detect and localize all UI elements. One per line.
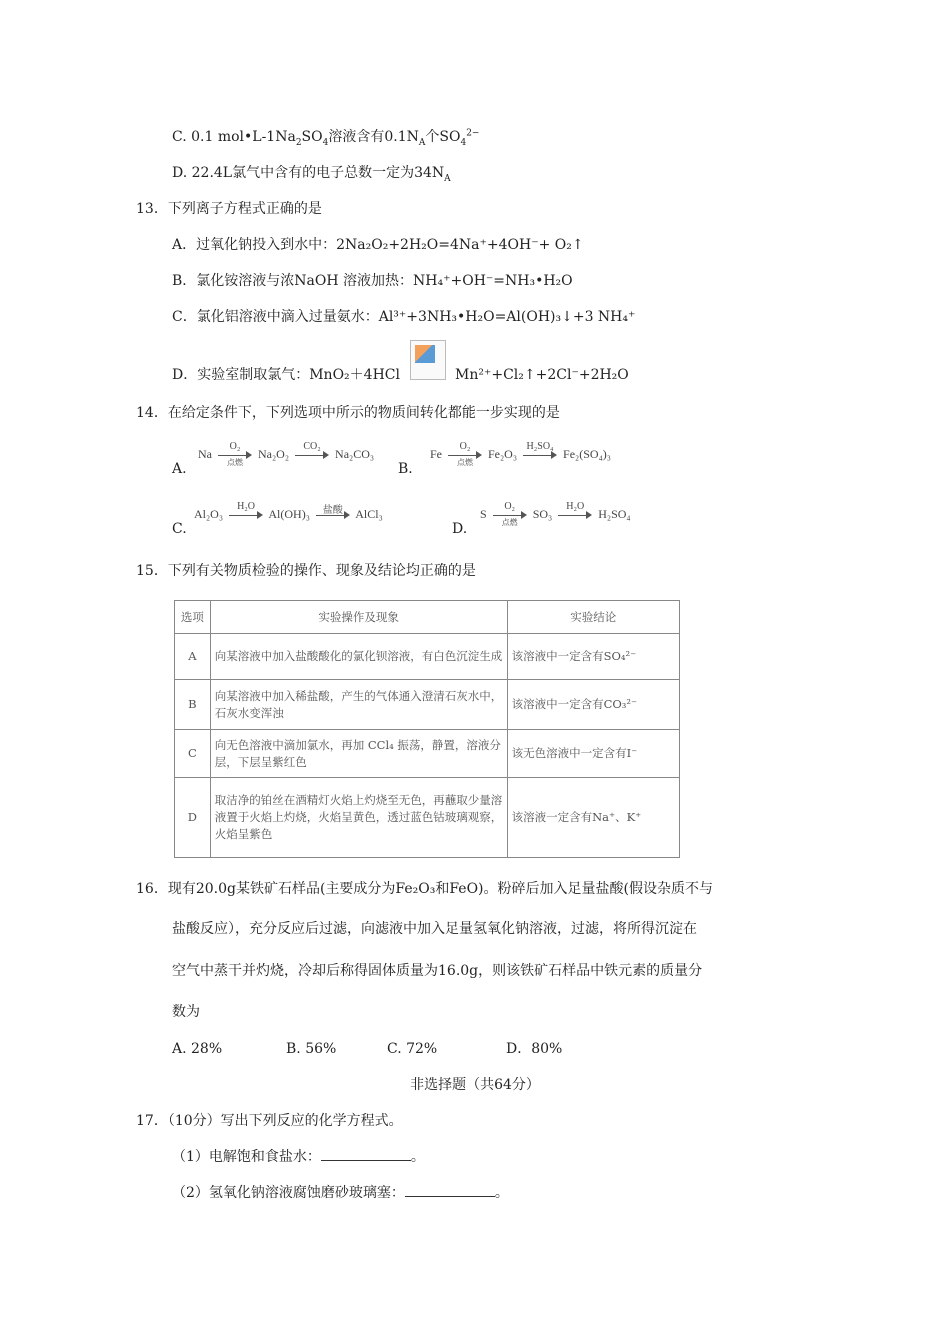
- table-cell: C: [175, 730, 211, 778]
- reaction-arrow-icon: H₂O: [558, 504, 592, 526]
- q17-stem: 17．（10分）写出下列反应的化学方程式。: [136, 1113, 403, 1129]
- q14-scheme-b: [430, 441, 611, 467]
- table-cell: B: [175, 680, 211, 730]
- species: H₂SO₄: [598, 506, 631, 521]
- section-title: 非选择题（共64分）: [410, 1077, 540, 1093]
- q16-line-1: 16．现有20.0g某铁矿石样品(主要成分为Fe₂O₃和FeO)。粉碎后加入足量盐酸(假设杂质不与: [136, 881, 713, 897]
- species: Fe: [430, 446, 442, 461]
- q14-scheme-c: [194, 501, 383, 526]
- q16-line-4: 数为: [172, 1004, 200, 1020]
- q14-stem: 14．在给定条件下，下列选项中所示的物质间转化都能一步实现的是: [136, 405, 560, 421]
- table-cell: 该溶液一定含有Na⁺、K⁺: [507, 778, 679, 858]
- table-row: [175, 680, 680, 730]
- q12-option-c: C. 0.1 $mol•L-1Na_2SO_4$溶液含有$0.1N_A$个$SO_4^{2-}$: [172, 128, 480, 148]
- table-header: 实验结论: [507, 601, 679, 634]
- q16-option-a: A. 28%: [172, 1041, 223, 1057]
- q14-option-a-label: A.: [172, 461, 187, 477]
- q14-option-b-label: B.: [398, 461, 413, 477]
- species: Al(OH)₃: [268, 506, 310, 521]
- q17-part-2: （2）氢氧化钠溶液腐蚀磨砂玻璃塞： 。: [172, 1185, 509, 1201]
- table-header-row: [175, 601, 680, 634]
- q13-option-d-right: Mn²⁺+Cl₂↑+2Cl⁻+2H₂O: [455, 367, 629, 383]
- q13-option-c: C．氯化铝溶液中滴入过量氨水：Al³⁺+3NH₃•H₂O=Al(OH)₃↓+3 NH₄⁺: [172, 309, 636, 325]
- q16-option-c: C. 72%: [387, 1041, 438, 1057]
- table-row: [175, 730, 680, 778]
- species: Fe₂O₃: [488, 446, 518, 461]
- broken-image-icon: [410, 340, 446, 380]
- reaction-arrow-icon: H₂SO₄: [523, 444, 557, 466]
- experiment-table: [174, 600, 680, 858]
- table-cell: A: [175, 634, 211, 680]
- reaction-arrow-icon: 盐酸: [316, 504, 350, 526]
- q16-option-d: D．80%: [506, 1041, 563, 1057]
- reaction-arrow-icon: O₂ 点燃: [493, 504, 527, 526]
- table-header: 选项: [175, 601, 211, 634]
- reaction-arrow-icon: O₂ 点燃: [448, 444, 482, 466]
- species: S: [480, 506, 487, 521]
- q14-option-c-label: C.: [172, 521, 187, 537]
- table-row: [175, 634, 680, 680]
- q14-scheme-d: [480, 501, 631, 527]
- species: SO₃: [532, 506, 553, 521]
- table-row: [175, 778, 680, 858]
- table-cell: 该溶液中一定含有CO₃²⁻: [507, 680, 679, 730]
- q13-option-b: B．氯化铵溶液与浓NaOH 溶液加热：NH₄⁺+OH⁻=NH₃•H₂O: [172, 273, 573, 289]
- species: Fe₂(SO₄)₃: [563, 446, 611, 461]
- q12-option-d: D. 22.4L氯气中含有的电子总数一定为$34N_A$: [172, 165, 451, 184]
- q13-option-d-left: D．实验室制取氯气：MnO₂＋4HCl: [172, 367, 400, 383]
- species: Na₂O₂: [258, 446, 290, 461]
- reaction-arrow-icon: CO₂: [295, 444, 329, 466]
- reaction-arrow-icon: H₂O: [229, 504, 263, 526]
- q13-option-a: A．过氧化钠投入到水中：2Na₂O₂+2H₂O=4Na⁺+4OH⁻+ O₂↑: [172, 237, 584, 253]
- species: AlCl₃: [355, 506, 383, 521]
- species: Al₂O₃: [194, 506, 224, 521]
- species: Na₂CO₃: [335, 446, 375, 461]
- q14-scheme-a: [198, 441, 375, 467]
- table-cell: 向某溶液中加入盐酸酸化的氯化钡溶液，有白色沉淀生成: [210, 634, 507, 680]
- table-cell: 该溶液中一定含有SO₄²⁻: [507, 634, 679, 680]
- table-header: 实验操作及现象: [210, 601, 507, 634]
- q14-option-d-label: D.: [452, 521, 468, 537]
- q13-stem: 13．下列离子方程式正确的是: [136, 201, 322, 217]
- answer-blank[interactable]: [405, 1184, 495, 1197]
- q16-option-b: B. 56%: [286, 1041, 337, 1057]
- table-cell: D: [175, 778, 211, 858]
- q15-stem: 15．下列有关物质检验的操作、现象及结论均正确的是: [136, 563, 476, 579]
- species: Na: [198, 446, 212, 461]
- reaction-arrow-icon: O₂ 点燃: [218, 444, 252, 466]
- table-cell: 向某溶液中加入稀盐酸，产生的气体通入澄清石灰水中，石灰水变浑浊: [210, 680, 507, 730]
- q17-part-1: （1）电解饱和食盐水： 。: [172, 1149, 425, 1165]
- answer-blank[interactable]: [321, 1148, 411, 1161]
- table-cell: 向无色溶液中滴加氯水，再加 CCl₄ 振荡，静置，溶液分层，下层呈紫红色: [210, 730, 507, 778]
- table-cell: 该无色溶液中一定含有I⁻: [507, 730, 679, 778]
- table-cell: 取洁净的铂丝在酒精灯火焰上灼烧至无色，再蘸取少量溶液置于火焰上灼烧，火焰呈黄色，透过蓝色钴玻璃观察，火焰呈紫色: [210, 778, 507, 858]
- q16-line-2: 盐酸反应），充分反应后过滤，向滤液中加入足量氢氧化钠溶液，过滤，将所得沉淀在: [172, 921, 697, 937]
- q16-line-3: 空气中蒸干并灼烧，冷却后称得固体质量为16.0g，则该铁矿石样品中铁元素的质量分: [172, 963, 703, 979]
